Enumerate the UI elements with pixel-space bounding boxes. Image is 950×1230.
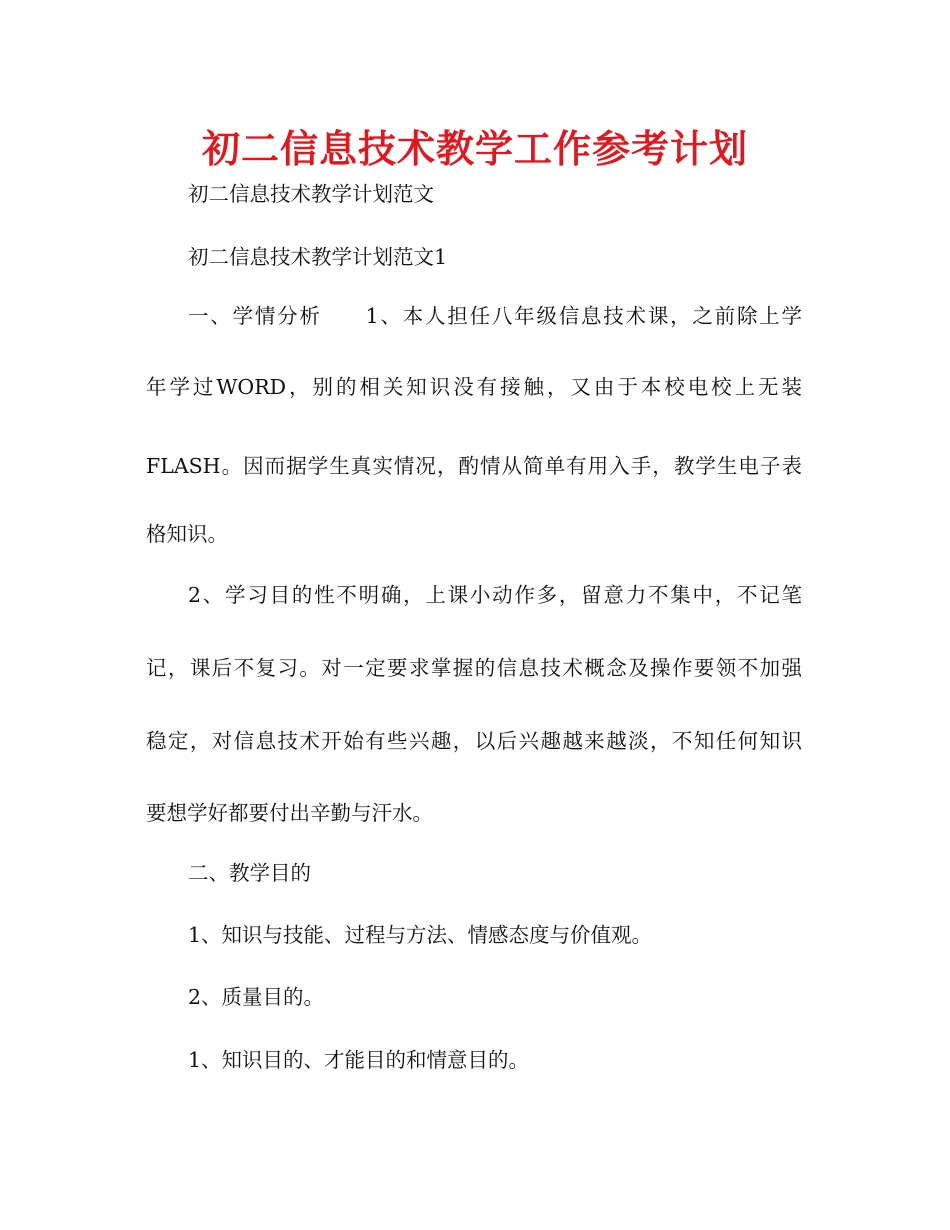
- paragraph-line: [188, 302, 802, 330]
- paragraph-line: 2、学习目的性不明确，上课小动作多，留意力不集中，不记笔: [188, 583, 802, 607]
- paragraph-line: 年学过WORD，别的相关知识没有接触，又由于本校电校上无装: [146, 375, 802, 399]
- list-item: 2、质量目的。: [188, 985, 325, 1009]
- section-title: 初二信息技术教学计划范文1: [188, 245, 448, 269]
- section-heading-2: 二、教学目的: [188, 861, 311, 885]
- paragraph-line: 稳定，对信息技术开始有些兴趣，以后兴趣越来越淡，不知任何知识: [146, 729, 802, 753]
- section-heading-1: 一、学情分析: [188, 304, 322, 328]
- paragraph-line: 记，课后不复习。对一定要求掌握的信息技术概念及操作要领不加强: [146, 656, 802, 680]
- paragraph-line: FLASH。因而据学生真实情况，酌情从简单有用入手，教学生电子表: [146, 454, 802, 478]
- paragraph-line: 格知识。: [146, 522, 228, 546]
- paragraph-line: 要想学好都要付出辛勤与汗水。: [146, 801, 433, 825]
- paragraph-text: 1、本人担任八年级信息技术课，之前除上学: [365, 304, 802, 328]
- subtitle: 初二信息技术教学计划范文: [188, 182, 434, 206]
- document-title: 初二信息技术教学工作参考计划: [201, 127, 748, 171]
- list-item: 1、知识与技能、过程与方法、情感态度与价值观。: [188, 923, 653, 947]
- list-item: 1、知识目的、才能目的和情意目的。: [188, 1048, 530, 1072]
